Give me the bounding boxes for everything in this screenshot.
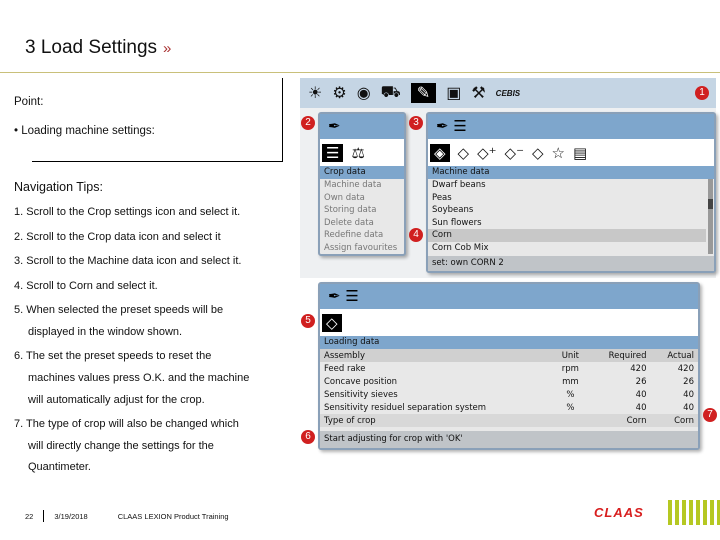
point-label: Point: [14, 96, 44, 108]
list-item[interactable]: Assign favourites [324, 242, 398, 253]
machine-window [426, 112, 716, 273]
chevron-icon: » [163, 40, 172, 57]
feather-list-icon: ✒ ☰ [320, 284, 698, 309]
list-icon[interactable]: ☰ [322, 144, 343, 162]
list-item[interactable]: Dwarf beans [432, 180, 486, 190]
divider [43, 510, 44, 522]
bullet-text: • Loading machine settings: [14, 125, 155, 137]
list-item[interactable]: Storing data [324, 205, 377, 215]
tractor-icon[interactable]: ⛟ [380, 84, 401, 101]
cebis-logo: CEBIS [495, 88, 521, 98]
tip: 3. Scroll to the Machine data icon and select it. [14, 255, 242, 267]
scale-icon[interactable]: ⚖ [351, 143, 365, 162]
add-icon[interactable]: ◇⁺ [477, 143, 497, 162]
list-item[interactable]: Redefine data [324, 230, 384, 240]
marker-7: 7 [703, 408, 717, 422]
loading-table [320, 349, 698, 427]
footer [25, 510, 229, 522]
marker-3: 3 [409, 116, 423, 130]
scrollbar[interactable] [708, 179, 713, 254]
printer-icon[interactable]: ▤ [573, 143, 588, 162]
claas-logo: CLAAS [594, 505, 644, 520]
list-item-selected[interactable]: Corn [428, 229, 706, 242]
marker-4: 4 [409, 228, 423, 242]
tip: 1. Scroll to the Crop settings icon and select it. [14, 206, 241, 218]
list-item[interactable]: Sun flowers [432, 217, 482, 228]
list-item[interactable]: Own data [324, 192, 365, 203]
tip: displayed in the window shown. [28, 326, 183, 338]
loading-data-bar: Loading data [320, 336, 698, 349]
table-row: Concave position mm 26 26 [324, 376, 694, 387]
divider [32, 161, 282, 162]
cebis-toolbar [300, 78, 716, 108]
marker-2: 2 [301, 116, 315, 130]
tip: 6. The set the preset speeds to reset the [14, 350, 212, 362]
tip: 7. The type of crop will also be changed which [14, 418, 239, 430]
tip: machines values press O.K. and the machine [28, 372, 250, 384]
nav-tips-title: Navigation Tips: [14, 180, 103, 194]
crop-settings-icon[interactable]: ✎ [411, 83, 436, 103]
steering-wheel-icon[interactable]: ◉ [356, 85, 371, 102]
machine-data-bar: Machine data [428, 166, 714, 179]
page-number: 22 [25, 511, 34, 521]
remove-icon[interactable]: ◇⁻ [504, 143, 524, 162]
star-icon[interactable]: ☆ [551, 143, 565, 162]
gear-icon[interactable]: ⚙ [332, 85, 347, 102]
header: Actual [667, 350, 694, 361]
marker-5: 5 [301, 314, 315, 328]
brand-stripes [668, 500, 720, 525]
tip: 2. Scroll to the Crop data icon and select it [14, 231, 221, 243]
loading-footer: Start adjusting for crop with 'OK' [320, 431, 698, 448]
marker-6: 6 [301, 430, 315, 444]
list-item[interactable]: Machine data [324, 180, 382, 190]
machine-data-icon[interactable]: ◈ [430, 144, 450, 162]
table-row: Sensitivity residuel separation system % 40 40 [324, 402, 694, 413]
tip: will automatically adjust for the crop. [28, 394, 205, 406]
redefine-icon[interactable]: ◇ [532, 143, 544, 162]
table-row: Sensitivity sieves % 40 40 [324, 389, 694, 400]
header: Unit [561, 350, 579, 361]
header: Required [608, 350, 647, 361]
feather-icon: ✒ [320, 114, 404, 139]
table-row: Feed rake rpm 420 420 [324, 363, 694, 374]
title-divider [0, 72, 720, 73]
footer-text: CLAAS LEXION Product Training [117, 511, 229, 521]
list-item[interactable]: Delete data [324, 217, 374, 228]
tip: 4. Scroll to Corn and select it. [14, 280, 158, 292]
date: 3/19/2018 [54, 511, 88, 521]
feather-list-icon: ✒ ☰ [428, 114, 714, 139]
machine-footer: set: own CORN 2 [428, 256, 714, 271]
tip: will directly change the settings for the [28, 440, 214, 452]
divider [282, 78, 283, 162]
wrench-icon[interactable]: ⚒ [471, 85, 486, 102]
sun-icon[interactable]: ☀ [308, 85, 323, 102]
diamond-icon[interactable]: ◇ [457, 143, 470, 162]
marker-1: 1 [695, 86, 709, 100]
loading-data-icon[interactable]: ◇ [322, 314, 342, 332]
tip: Quantimeter. [28, 461, 91, 473]
table-row: Type of crop Corn Corn [320, 414, 698, 427]
crop-window [318, 112, 406, 256]
list-item[interactable]: Peas [432, 192, 452, 203]
monitor-icon[interactable]: ▣ [446, 85, 462, 102]
header: Assembly [324, 350, 365, 361]
loading-window [318, 282, 700, 450]
page-title: 3 Load Settings » [25, 37, 172, 58]
list-item[interactable]: Corn Cob Mix [432, 242, 489, 253]
list-item[interactable]: Soybeans [432, 205, 474, 215]
crop-data-bar: Crop data [320, 166, 404, 179]
tip: 5. When selected the preset speeds will be [14, 304, 224, 316]
